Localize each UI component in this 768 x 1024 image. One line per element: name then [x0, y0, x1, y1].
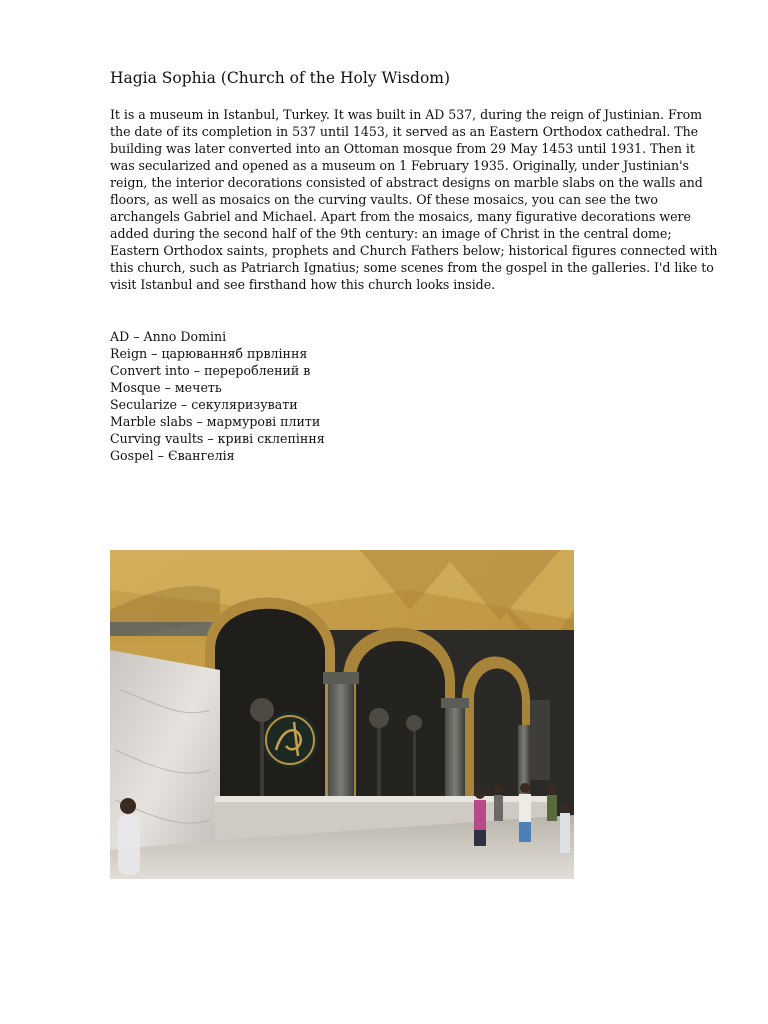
glossary-item: AD – Anno Domini	[110, 329, 227, 344]
glossary-list	[110, 328, 510, 464]
glossary-item: Marble slabs – мармурові плити	[110, 414, 321, 429]
document-title: Hagia Sophia (Church of the Holy Wisdom)	[110, 69, 451, 87]
hagia-sophia-interior-photo	[110, 550, 574, 879]
glossary-item: Mosque – мечеть	[110, 380, 222, 395]
glossary-item: Curving vaults – криві склепіння	[110, 431, 325, 446]
body-paragraph: It is a museum in Istanbul, Turkey. It was built in AD 537, during the reign of Justinian. From the date of its completion in 537 until 1453, it served as an Eastern Orthodox cathedral. The building was later converted into an Ottoman mosque from 29 May 1453 until 1931. Then it was secularized and opened as a museum on 1 February 1935. Originally, under Justinian's reign, the interior decorations consisted of abstract designs on marble slabs on the walls and floors, as well as mosaics on the curving vaults. Of these mosaics, you can see the two archangels Gabriel and Michael. Apart from the mosaics, many figurative decorations were added during the second half of the 9th century: an image of Christ in the central dome; Eastern Orthodox saints, prophets and Church Fathers below; historical figures connected with this church, such as Patriarch Ignatius; some scenes from the gospel in the galleries. I'd like to visit Istanbul and see firsthand how this church looks inside.	[110, 107, 718, 292]
glossary-item: Convert into – перероблений в	[110, 363, 311, 378]
glossary-item: Reign – царюванняб првління	[110, 346, 308, 361]
glossary-item: Secularize – секуляризувати	[110, 397, 298, 412]
glossary-item: Gospel – Євангелія	[110, 448, 235, 463]
